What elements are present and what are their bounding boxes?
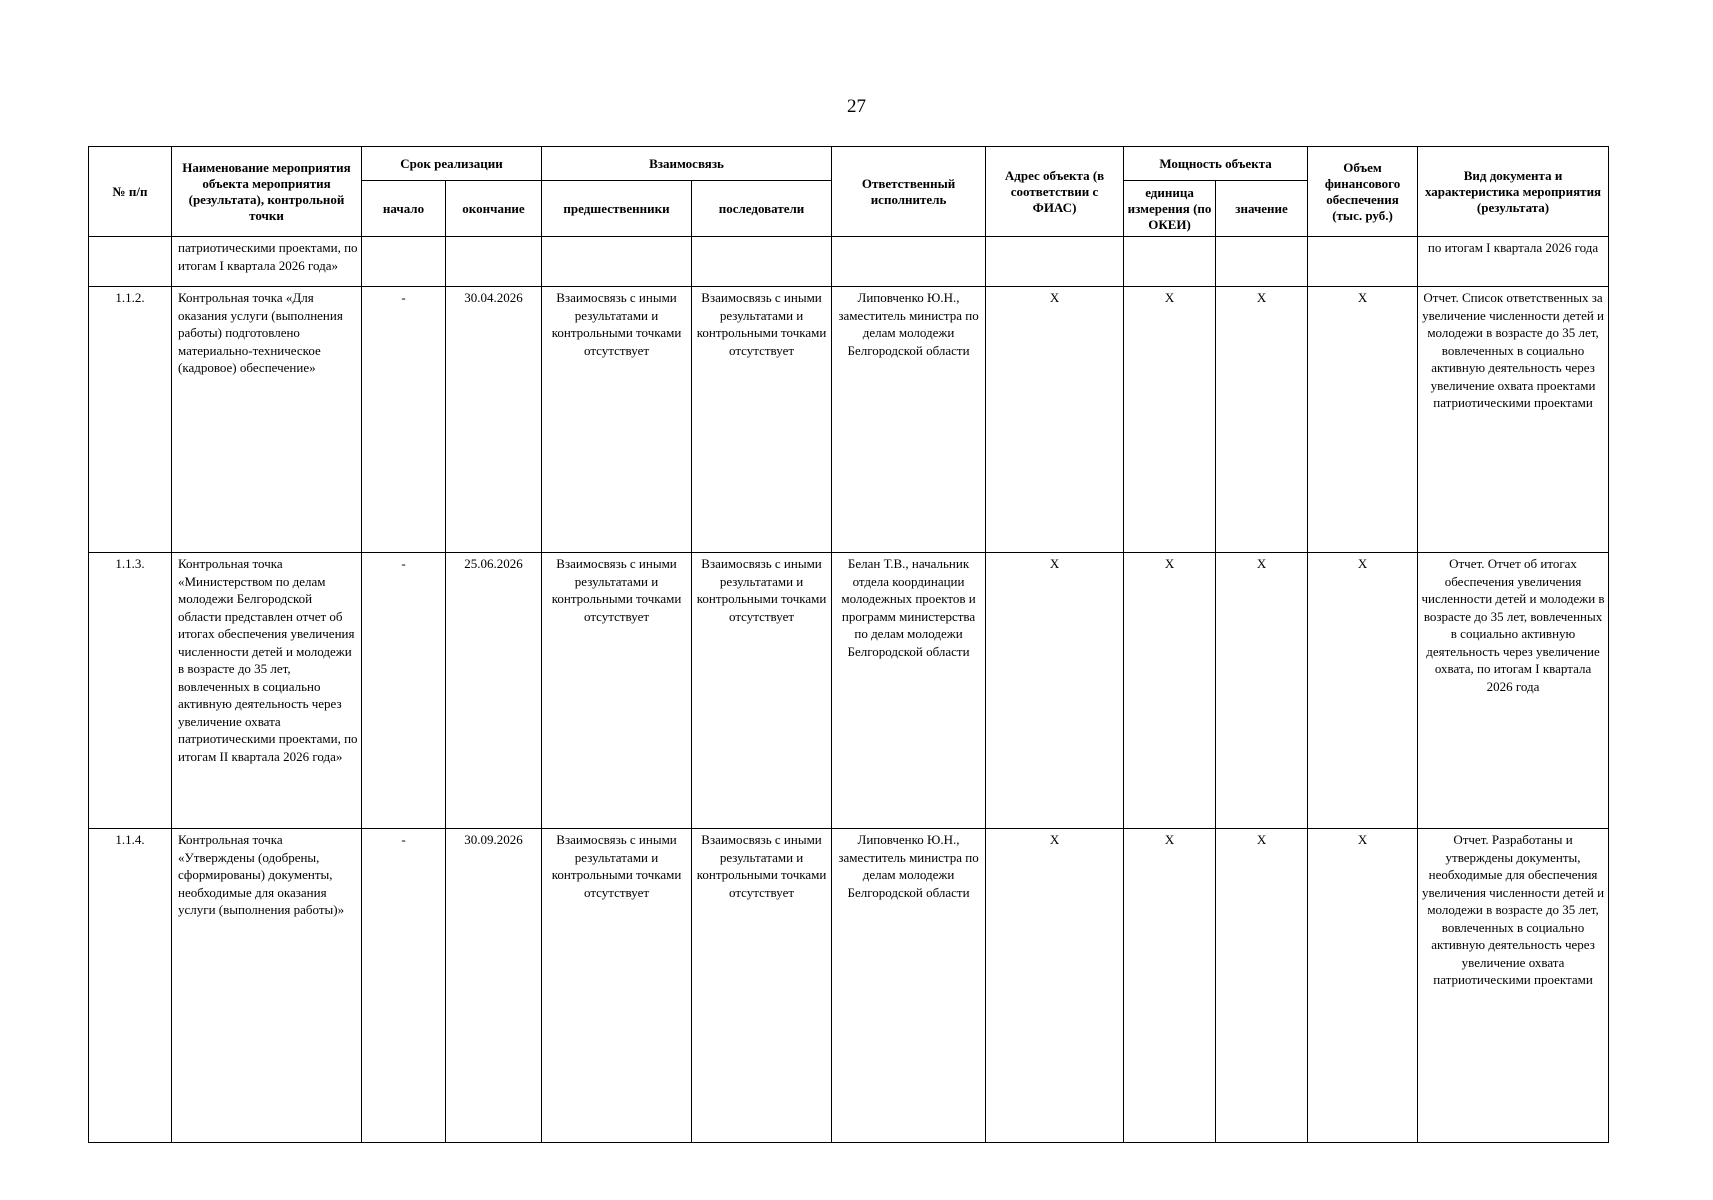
cell-pred: Взаимосвязь с иными результатами и контрольными точками отсутствует	[542, 553, 692, 829]
cell-value: X	[1216, 553, 1308, 829]
cell-succ: Взаимосвязь с иными результатами и контрольными точками отсутствует	[692, 829, 832, 1143]
cell-resp: Липовченко Ю.Н., заместитель министра по делам молодежи Белгородской области	[832, 287, 986, 553]
cell-fin: X	[1308, 829, 1418, 1143]
table-row	[89, 553, 1609, 829]
cell-doc: Отчет. Отчет об итогах обеспечения увеличения численности детей и молодежи в возрасте до 35 лет, вовлеченных в социально активную деятельность через увеличение охвата, по итогам I квартала 2026 года	[1418, 553, 1609, 829]
cell-start: -	[362, 553, 446, 829]
header-link: Взаимосвязь	[542, 147, 832, 181]
cell-doc: по итогам I квартала 2026 года	[1418, 237, 1609, 287]
cell-pred: Взаимосвязь с иными результатами и контрольными точками отсутствует	[542, 829, 692, 1143]
table-row	[89, 287, 1609, 553]
cell-succ: Взаимосвязь с иными результатами и контрольными точками отсутствует	[692, 287, 832, 553]
cell-num: 1.1.4.	[89, 829, 172, 1143]
cell-resp: Липовченко Ю.Н., заместитель министра по делам молодежи Белгородской области	[832, 829, 986, 1143]
header-fin: Объем финансового обеспечения (тыс. руб.)	[1308, 147, 1418, 237]
header-doc: Вид документа и характеристика мероприятия (результата)	[1418, 147, 1609, 237]
header-power: Мощность объекта	[1124, 147, 1308, 181]
cell-num: 1.1.2.	[89, 287, 172, 553]
header-start: начало	[362, 181, 446, 237]
cell-unit: X	[1124, 553, 1216, 829]
cell-start: -	[362, 287, 446, 553]
header-unit: единица измерения (по ОКЕИ)	[1124, 181, 1216, 237]
header-end: окончание	[446, 181, 542, 237]
cell-end: 30.09.2026	[446, 829, 542, 1143]
cell-addr: X	[986, 829, 1124, 1143]
header-addr: Адрес объекта (в соответствии с ФИАС)	[986, 147, 1124, 237]
cell-name: патриотическими проектами, по итогам I квартала 2026 года»	[172, 237, 362, 287]
header-num: № п/п	[89, 147, 172, 237]
cell-doc: Отчет. Список ответственных за увеличение численности детей и молодежи в возрасте до 35 лет, вовлеченных в социально активную деятельность через увеличение охвата проектами патриотическими проектами	[1418, 287, 1609, 553]
cell-name: Контрольная точка «Министерством по делам молодежи Белгородской области представлен отчет об итогах обеспечения увеличения численности детей и молодежи в возрасте до 35 лет, вовлеченных в социально активную деятельность через увеличение охвата патриотическими проектами, по итогам II квартала 2026 года»	[172, 553, 362, 829]
cell-num: 1.1.3.	[89, 553, 172, 829]
header-name: Наименование мероприятия объекта мероприятия (результата), контрольной точки	[172, 147, 362, 237]
cell-resp: Белан Т.В., начальник отдела координации молодежных проектов и программ министерства по делам молодежи Белгородской области	[832, 553, 986, 829]
header-pred: предшественники	[542, 181, 692, 237]
header-resp: Ответственный исполнитель	[832, 147, 986, 237]
header-succ: последователи	[692, 181, 832, 237]
cell-succ: Взаимосвязь с иными результатами и контрольными точками отсутствует	[692, 553, 832, 829]
cell-addr: X	[986, 287, 1124, 553]
cell-unit: X	[1124, 287, 1216, 553]
cell-start: -	[362, 829, 446, 1143]
header-term: Срок реализации	[362, 147, 542, 181]
page-number: 27	[847, 96, 866, 117]
cell-doc: Отчет. Разработаны и утверждены документы, необходимые для обеспечения увеличения численности детей и молодежи в возрасте до 35 лет, вовлеченных в социально активную деятельность через увеличение охвата патриотическими проектами	[1418, 829, 1609, 1143]
cell-end: 30.04.2026	[446, 287, 542, 553]
cell-name: Контрольная точка «Для оказания услуги (выполнения работы) подготовлено материально-техническое (кадровое) обеспечение»	[172, 287, 362, 553]
table-row-continued	[89, 237, 1609, 287]
cell-fin: X	[1308, 553, 1418, 829]
cell-name: Контрольная точка «Утверждены (одобрены, сформированы) документы, необходимые для оказания услуги (выполнения работы)»	[172, 829, 362, 1143]
cell-value: X	[1216, 829, 1308, 1143]
table-row	[89, 829, 1609, 1143]
plan-table	[88, 146, 1609, 1143]
cell-end: 25.06.2026	[446, 553, 542, 829]
cell-addr: X	[986, 553, 1124, 829]
cell-value: X	[1216, 287, 1308, 553]
cell-unit: X	[1124, 829, 1216, 1143]
cell-pred: Взаимосвязь с иными результатами и контрольными точками отсутствует	[542, 287, 692, 553]
header-value: значение	[1216, 181, 1308, 237]
cell-fin: X	[1308, 287, 1418, 553]
